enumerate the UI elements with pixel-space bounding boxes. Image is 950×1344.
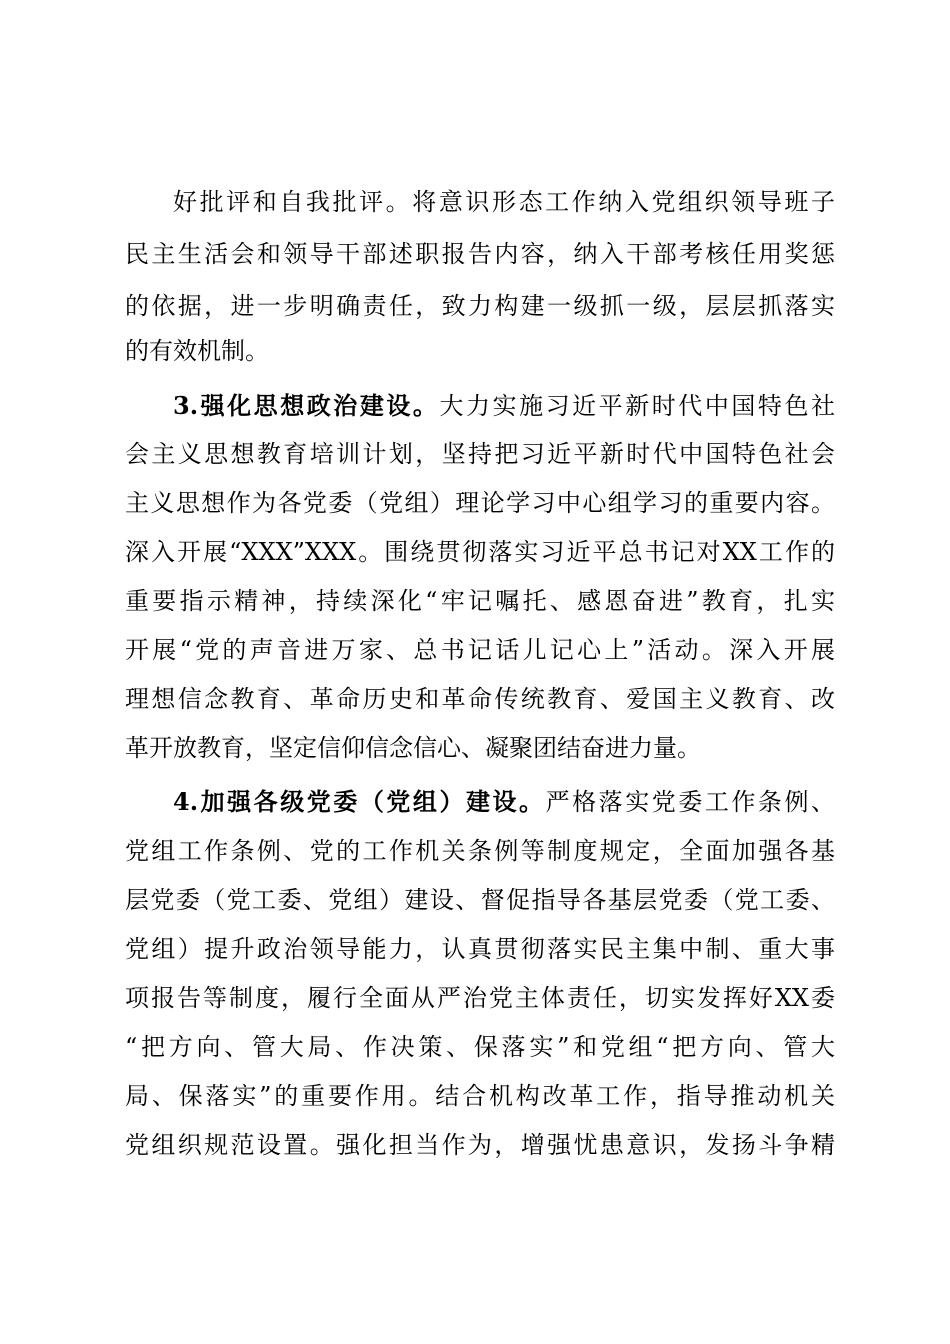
- text-line-20: 党组织规范设置。强化担当作为，增强忧患意识，发扬斗争精: [125, 1131, 835, 1159]
- text-line-17: 项报告等制度，履行全面从严治党主体责任，切实发挥好XX委: [125, 984, 835, 1012]
- text-line-9: 重要指示精神，持续深化“牢记嘱托、感恩奋进”教育，扎实: [125, 587, 835, 615]
- text-line-4: 的有效机制。: [125, 337, 269, 365]
- text-line-3: 的依据，进一步明确责任，致力构建一级抓一级，层层抓落实: [125, 292, 835, 320]
- section-4-heading: 4.加强各级党委（党组）建设。: [173, 787, 546, 816]
- text-line-15: 层党委（党工委、党组）建设、督促指导各基层党委（党工委、: [125, 886, 835, 914]
- text-line-6: 会主义思想教育培训计划，坚持把习近平新时代中国特色社会: [125, 440, 835, 468]
- section-4-heading-line: 4.加强各级党委（党组）建设。严格落实党委工作条例、: [173, 787, 835, 816]
- text-line-14: 党组工作条例、党的工作机关条例等制度规定，全面加强各基: [125, 837, 835, 865]
- text-line-18: “把方向、管大局、作决策、保落实”和党组“把方向、管大: [125, 1033, 835, 1061]
- text-line-7: 主义思想作为各党委（党组）理论学习中心组学习的重要内容。: [125, 489, 835, 517]
- section-3-heading: 3.强化思想政治建设。: [173, 391, 440, 420]
- text-line-19: 局、保落实”的重要作用。结合机构改革工作，指导推动机关: [125, 1082, 835, 1110]
- text-line-2: 民主生活会和领导干部述职报告内容，纳入干部考核任用奖惩: [125, 240, 835, 268]
- text-line-11: 理想信念教育、革命历史和革命传统教育、爱国主义教育、改: [125, 685, 835, 713]
- text-line-12: 革开放教育，坚定信仰信念信心、凝聚团结奋进力量。: [125, 734, 701, 762]
- text-line-1: 好批评和自我批评。将意识形态工作纳入党组织领导班子: [173, 188, 835, 216]
- text-line-8: 深入开展“XXX”XXX。围绕贯彻落实习近平总书记对XX工作的: [125, 538, 835, 566]
- text-line-16: 党组）提升政治领导能力，认真贯彻落实民主集中制、重大事: [125, 935, 835, 963]
- section-3-heading-line: 3.强化思想政治建设。大力实施习近平新时代中国特色社: [173, 391, 835, 420]
- text-line-10: 开展“党的声音进万家、总书记话儿记心上”活动。深入开展: [125, 636, 835, 664]
